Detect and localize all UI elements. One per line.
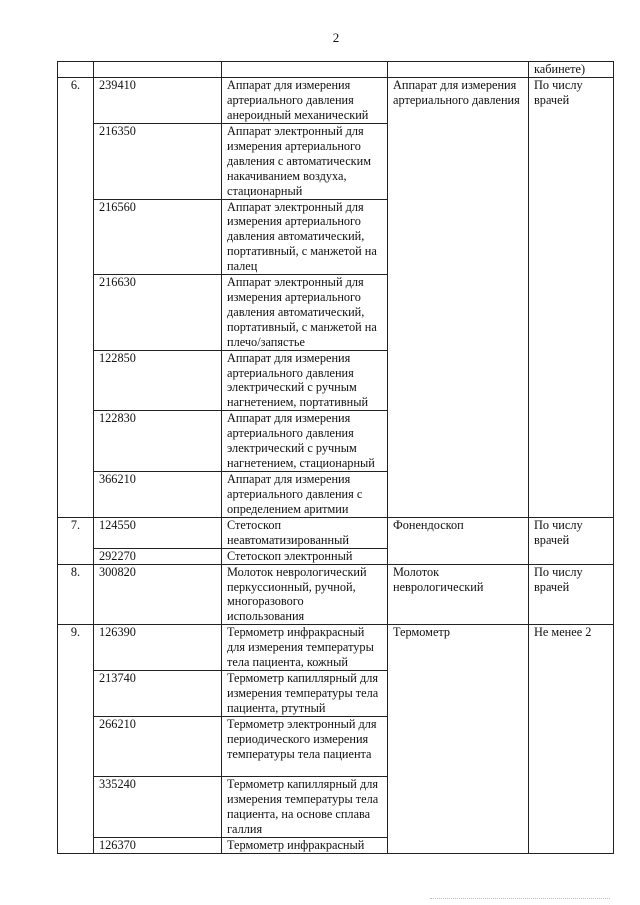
item-name: Стетоскоп электронный bbox=[222, 548, 388, 564]
row-number: 8. bbox=[58, 564, 94, 625]
table-cell bbox=[222, 62, 388, 78]
item-name: Стетоскоп неавтоматизированный bbox=[222, 517, 388, 548]
item-code: 335240 bbox=[94, 777, 222, 838]
item-name: Аппарат для измерения артериального давления с определением аритмии bbox=[222, 471, 388, 517]
table-row bbox=[58, 517, 614, 548]
page-number: 2 bbox=[332, 30, 340, 45]
item-name: Термометр инфракрасный для измерения температуры тела пациента, кожный bbox=[222, 625, 388, 671]
quantity: По числу врачей bbox=[529, 517, 614, 564]
item-code: 216560 bbox=[94, 199, 222, 275]
item-name: Аппарат электронный для измерения артериального давления автоматический, портативный, с манжетой на палец bbox=[222, 199, 388, 275]
category-name: Молоток неврологический bbox=[388, 564, 529, 625]
item-name: Аппарат электронный для измерения артериального давления автоматический, портативный, с манжетой на плечо/запястье bbox=[222, 275, 388, 351]
item-code: 216630 bbox=[94, 275, 222, 351]
row-number: 6. bbox=[58, 78, 94, 518]
item-code: 292270 bbox=[94, 548, 222, 564]
table-cell bbox=[388, 62, 529, 78]
item-name: Термометр инфракрасный bbox=[222, 837, 388, 853]
item-code: 124550 bbox=[94, 517, 222, 548]
item-name: Аппарат электронный для измерения артериального давления с автоматическим накачиванием воздуха, стационарный bbox=[222, 124, 388, 200]
table-cell bbox=[58, 62, 94, 78]
equipment-table bbox=[57, 61, 614, 854]
item-name: Молоток неврологический перкуссионный, ручной, многоразового использования bbox=[222, 564, 388, 625]
table-row bbox=[58, 564, 614, 625]
item-code: 239410 bbox=[94, 78, 222, 124]
item-name: Аппарат для измерения артериального давления анероидный механический bbox=[222, 78, 388, 124]
quantity: По числу врачей bbox=[529, 78, 614, 518]
quantity: По числу врачей bbox=[529, 564, 614, 625]
table-row bbox=[58, 62, 614, 78]
item-code: 126370 bbox=[94, 837, 222, 853]
category-name: Аппарат для измерения артериального давления bbox=[388, 78, 529, 518]
item-code: 300820 bbox=[94, 564, 222, 625]
item-code: 126390 bbox=[94, 625, 222, 671]
quantity: Не менее 2 bbox=[529, 625, 614, 854]
item-code: 122850 bbox=[94, 350, 222, 411]
item-name: Термометр капиллярный для измерения температуры тела пациента, на основе сплава галлия bbox=[222, 777, 388, 838]
item-name: Аппарат для измерения артериального давления электрический с ручным нагнетением, портативный bbox=[222, 350, 388, 411]
item-code: 366210 bbox=[94, 471, 222, 517]
row-number: 9. bbox=[58, 625, 94, 854]
item-code: 122830 bbox=[94, 411, 222, 472]
item-code: 213740 bbox=[94, 671, 222, 717]
continuation-cell: кабинете) bbox=[529, 62, 614, 78]
item-name: Термометр электронный для периодического измерения температуры тела пациента bbox=[222, 717, 388, 777]
table-row bbox=[58, 78, 614, 124]
category-name: Фонендоскоп bbox=[388, 517, 529, 564]
item-name: Аппарат для измерения артериального давления электрический с ручным нагнетением, стационарный bbox=[222, 411, 388, 472]
scan-artifact-line bbox=[430, 898, 610, 901]
item-code: 266210 bbox=[94, 717, 222, 777]
row-number: 7. bbox=[58, 517, 94, 564]
table-row bbox=[58, 625, 614, 671]
category-name: Термометр bbox=[388, 625, 529, 854]
table-cell bbox=[94, 62, 222, 78]
item-code: 216350 bbox=[94, 124, 222, 200]
item-name: Термометр капиллярный для измерения температуры тела пациента, ртутный bbox=[222, 671, 388, 717]
